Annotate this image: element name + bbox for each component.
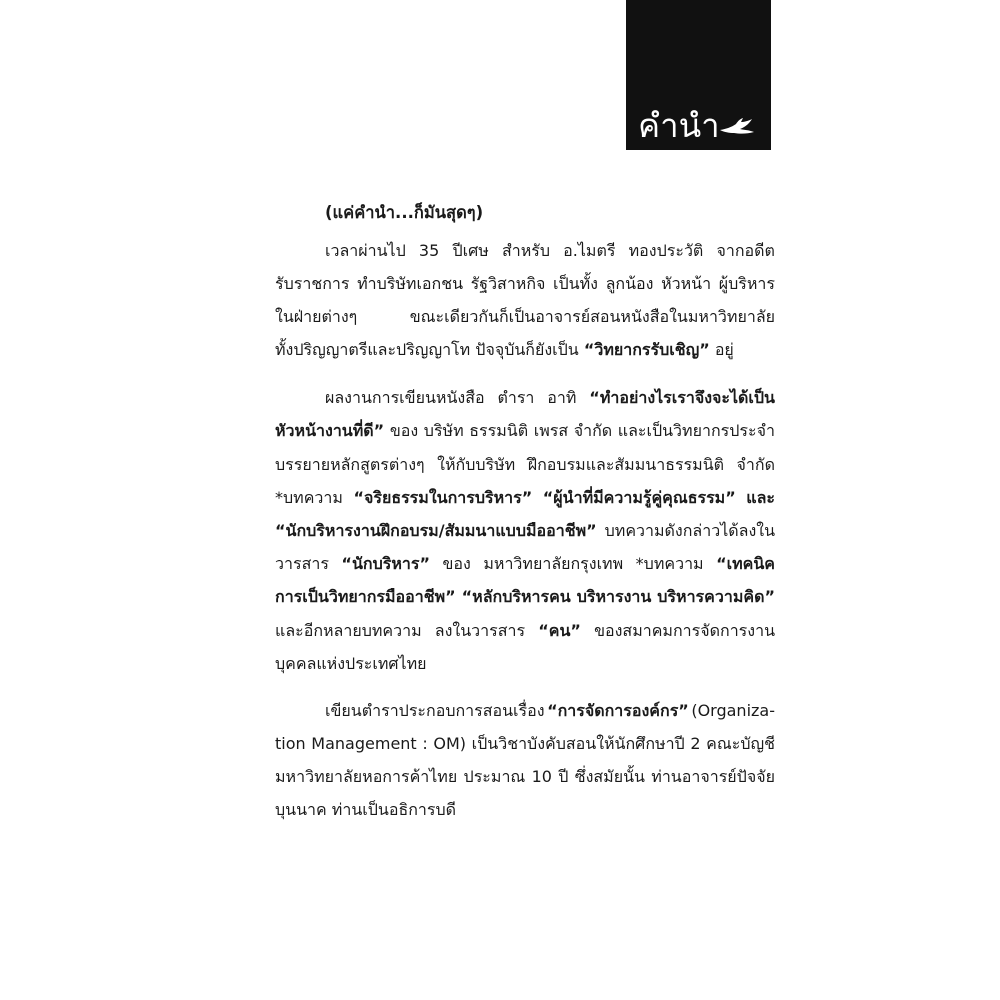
emphasized-text: “เทคนิค: [716, 554, 775, 573]
text-line: [275, 729, 775, 759]
body-text: สำหรับ: [501, 241, 550, 260]
body-text: ของ: [389, 421, 419, 440]
emphasized-text: บริหารงาน: [576, 587, 652, 606]
emphasized-text: “จริยธรรมในการบริหาร”: [353, 488, 533, 507]
body-text: (Organiza-: [691, 701, 775, 720]
emphasized-text: และ: [746, 488, 775, 507]
emphasized-text: บริหารความคิด”: [657, 587, 775, 606]
text-line: [275, 450, 775, 480]
body-text: บริษัท: [423, 421, 464, 440]
body-text: :: [422, 734, 428, 753]
body-text: ปีเศษ: [452, 241, 489, 260]
text-line: [275, 795, 775, 825]
body-text: ทั้งปริญญาตรีและปริญญาโท ปัจจุบันก็ยังเป็น: [275, 340, 584, 359]
body-text: *บทความ: [275, 488, 343, 507]
body-text: ซึ่งสมัยนั้น: [574, 767, 645, 786]
body-text: *บทความ: [635, 554, 704, 573]
chapter-header: [626, 0, 771, 150]
body-text: ท่านอาจารย์ปัจจัย: [651, 767, 775, 786]
body-text: เป็นทั้ง: [553, 274, 598, 293]
body-text: ผู้บริหาร: [718, 274, 775, 293]
body-text: ลูกน้อง: [605, 274, 654, 293]
body-text: ของ: [442, 554, 471, 573]
body-text: บุนนาค ท่านเป็นอธิการบดี: [275, 800, 457, 819]
emphasized-text: “นักบริหารงานฝึกอบรม/สัมมนาแบบมืออาชีพ”: [275, 521, 597, 540]
body-text: หัวหน้า: [661, 274, 712, 293]
body-text: ลงในวารสาร: [434, 621, 526, 640]
body-text: เพรส: [533, 421, 569, 440]
body-text: ทำบริษัทเอกชน: [357, 274, 464, 293]
body-text: บรรยายหลักสูตรต่างๆ: [275, 455, 425, 474]
body-text: Management: [311, 734, 417, 753]
emphasized-text: “ทำอย่างไรเราจึงจะได้เป็น: [589, 388, 775, 407]
body-text: ให้กับบริษัท: [437, 455, 516, 474]
body-text: 35: [418, 241, 440, 260]
body-text: จากอดีต: [716, 241, 775, 260]
body-text: จำกัด: [573, 421, 613, 440]
body-text: ผลงานการเขียนหนังสือ: [325, 388, 485, 407]
body-text: ตำรา: [497, 388, 535, 407]
body-text: บุคคลแห่งประเทศไทย: [275, 654, 427, 673]
text-line: [275, 762, 775, 792]
body-text: ของสมาคมการจัดการงาน: [594, 621, 775, 640]
body-text: OM): [433, 734, 467, 753]
body-text: และเป็นวิทยากรประจำ: [617, 421, 775, 440]
emphasized-text: การเป็นวิทยากรมืออาชีพ”: [275, 587, 456, 606]
body-text: วารสาร: [275, 554, 329, 573]
emphasized-text: “ผู้นำที่มีความรู้คู่คุณธรรม”: [542, 488, 736, 507]
emphasized-text: “นักบริหาร”: [341, 554, 430, 573]
text-line: [275, 582, 775, 612]
body-text: อ.ไมตรี: [563, 241, 616, 260]
body-text: 10: [531, 767, 552, 786]
text-line: [275, 302, 775, 332]
body-text: ฝึกอบรมและสัมมนาธรรมนิติ: [527, 455, 725, 474]
text-line: [275, 696, 775, 726]
body-text: อาทิ: [547, 388, 577, 407]
body-text: เวลาผ่านไป: [325, 241, 406, 260]
body-text: คณะบัญชี: [706, 734, 775, 753]
text-line: [275, 335, 775, 365]
body-text: tion: [275, 734, 306, 753]
body-text: รัฐวิสาหกิจ: [470, 274, 546, 293]
text-line: [275, 649, 775, 679]
body-text: ปี: [558, 767, 569, 786]
text-line: [275, 416, 775, 446]
text-line: [275, 236, 775, 266]
body-text: ขณะเดียวกันก็เป็นอาจารย์สอนหนังสือในมหาวิทยาลัย: [409, 307, 775, 326]
text-line: [275, 269, 775, 299]
text-line: [275, 383, 775, 413]
body-text: บทความดังกล่าวได้ลงใน: [604, 521, 775, 540]
text-line: [275, 483, 775, 513]
body-text: ทองประวัติ: [628, 241, 704, 260]
body-text: มหาวิทยาลัยหอการค้าไทย: [275, 767, 458, 786]
body-text: เขียนตำราประกอบการสอนเรื่อง: [325, 701, 545, 720]
body-text: ประมาณ: [463, 767, 526, 786]
emphasized-text: “วิทยากรรับเชิญ”: [583, 340, 710, 359]
body-text: รับราชการ: [275, 274, 350, 293]
body-text: อยู่: [709, 340, 734, 359]
bird-icon: [718, 116, 756, 138]
body-text: ธรรมนิติ: [469, 421, 529, 440]
section-heading: (แค่คำนำ...ก็มันสุดๆ): [325, 203, 484, 222]
emphasized-text: หัวหน้างานที่ดี”: [275, 421, 385, 440]
body-text: 2: [690, 734, 701, 753]
emphasized-text: “หลักบริหารคน: [461, 587, 571, 606]
emphasized-text: “คน”: [538, 621, 581, 640]
chapter-title: คำนำ: [638, 106, 720, 145]
body-text: ในฝ่ายต่างๆ: [275, 307, 358, 326]
text-line: [275, 549, 775, 579]
body-text: และอีกหลายบทความ: [275, 621, 422, 640]
text-line: [275, 616, 775, 646]
text-line: [275, 516, 775, 546]
body-text: เป็นวิชาบังคับสอนให้นักศึกษาปี: [471, 734, 685, 753]
body-text: จำกัด: [736, 455, 775, 474]
body-text: มหาวิทยาลัยกรุงเทพ: [483, 554, 624, 573]
emphasized-text: “การจัดการองค์กร”: [547, 701, 689, 720]
